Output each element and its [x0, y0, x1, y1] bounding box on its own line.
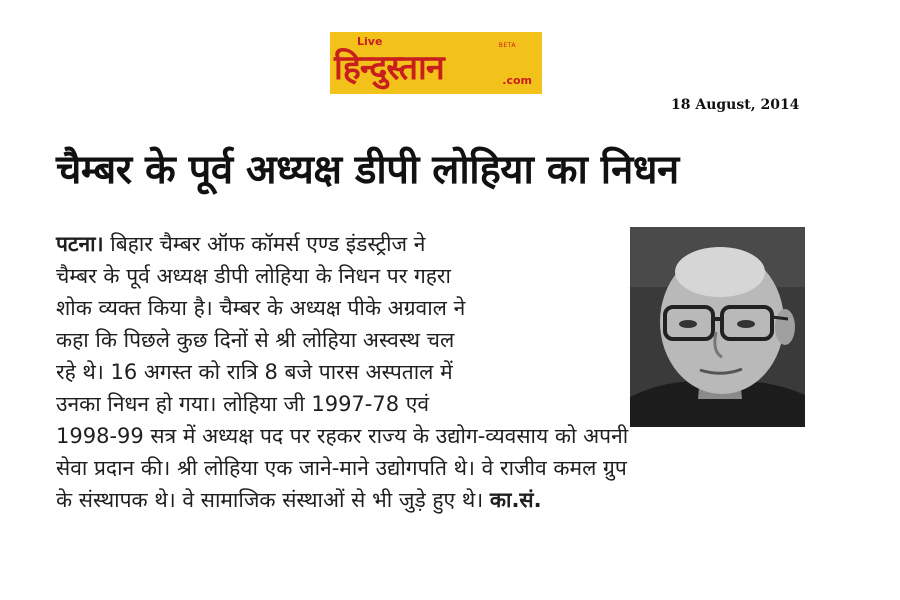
- article-text-line: सेवा प्रदान की। श्री लोहिया एक जाने-माने उद्योगपति थे। वे राजीव कमल ग्रुप: [56, 456, 627, 480]
- article-text-line: उनका निधन हो गया। लोहिया जी 1997-78 एवं: [56, 392, 430, 416]
- article-text-line: के संस्थापक थे। वे सामाजिक संस्थाओं से भी जुड़े हुए थे।: [56, 488, 490, 512]
- article-text-line: बिहार चैम्बर ऑफ कॉमर्स एण्ड इंडस्ट्रीज ने: [103, 232, 426, 256]
- masthead-name: हिन्दुस्तान: [334, 48, 444, 88]
- masthead-dotcom-label: .com: [502, 74, 532, 87]
- publication-date: 18 August, 2014: [671, 97, 800, 113]
- article-text-line: चैम्बर के पूर्व अध्यक्ष डीपी लोहिया के निधन पर गहरा: [56, 264, 451, 288]
- masthead-live-label: Live: [357, 35, 383, 48]
- article-headline: चैम्बर के पूर्व अध्यक्ष डीपी लोहिया का निधन: [56, 147, 679, 193]
- article-dateline: पटना।: [56, 232, 104, 256]
- article-text-line: रहे थे। 16 अगस्त को रात्रि 8 बजे पारस अस्पताल में: [56, 360, 453, 384]
- masthead-beta-label: BETA: [498, 42, 516, 49]
- article-last-line: [56, 485, 542, 515]
- article-text-line: 1998-99 सत्र में अध्यक्ष पद पर रहकर राज्य के उद्योग-व्यवसाय को अपनी: [56, 424, 629, 448]
- article-text-line: कहा कि पिछले कुछ दिनों से श्री लोहिया अस्वस्थ चल: [56, 328, 455, 352]
- masthead-logo: [330, 32, 542, 94]
- portrait-photo: [630, 227, 805, 427]
- portrait-image: [630, 227, 805, 427]
- article-signature: का.सं.: [489, 488, 542, 512]
- article-text-line: शोक व्यक्त किया है। चैम्बर के अध्यक्ष पीके अग्रवाल ने: [56, 296, 466, 320]
- article-line-1: [56, 229, 425, 259]
